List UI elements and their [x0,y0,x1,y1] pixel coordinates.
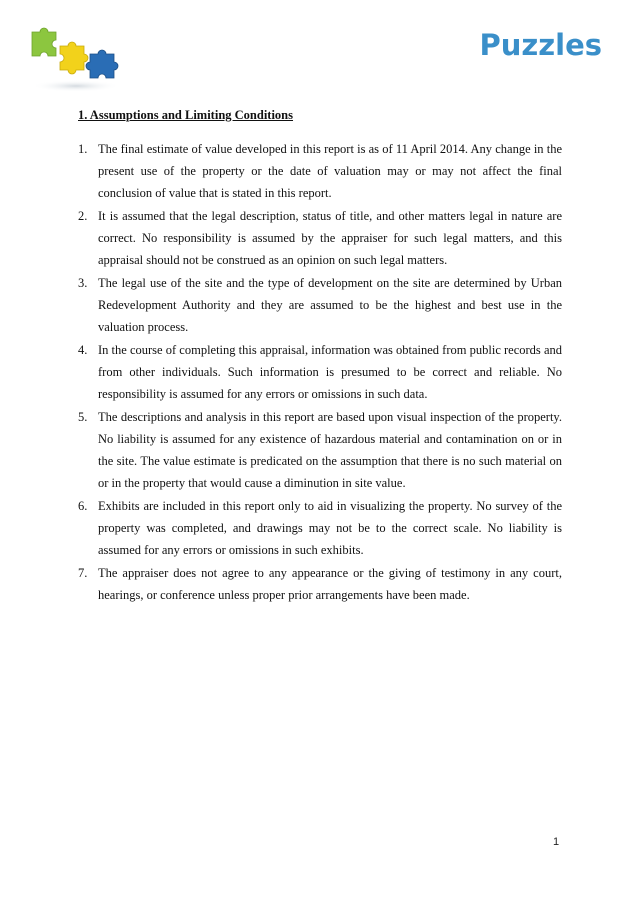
puzzle-pieces-icon [26,22,126,94]
item-text: Exhibits are included in this report only to aid in visualizing the property. No survey of the property was completed, and drawings may not be to the correct scale. No liability is assumed for any errors or omissions in such exhibits. [98,499,562,557]
item-number: 4. [78,343,88,357]
yellow-piece-icon [60,42,88,74]
list-item [78,205,562,271]
item-number: 3. [78,276,88,290]
list-item [78,406,562,494]
list-item [78,562,562,606]
document-body [78,106,562,607]
green-piece-icon [32,28,56,56]
page-number: 1 [553,836,560,848]
item-text: The appraiser does not agree to any appearance or the giving of testimony in any court, hearings, or conference unless proper prior arrangements have been made. [98,566,562,602]
brand-title: Puzzles [479,28,602,62]
item-text: The descriptions and analysis in this report are based upon visual inspection of the property. No liability is assumed for any existence of hazardous material and contamination on or in the site. The value estimate is predicated on the assumption that there is no such material on or in the property that would cause a diminution in site value. [98,410,562,490]
conditions-list [78,138,562,606]
item-number: 6. [78,499,88,513]
item-text: The final estimate of value developed in this report is as of 11 April 2014. Any change in the present use of the property or the date of valuation may or may not affect the final conclusion of value that is stated in this report. [98,142,562,200]
list-item [78,272,562,338]
section-title: 1. Assumptions and Limiting Conditions [78,108,294,122]
item-text: It is assumed that the legal description, status of title, and other matters legal in nature are correct. No responsibility is assumed by the appraiser for such legal matters, and this appraisal should not be construed as an opinion on such legal matters. [98,209,562,267]
list-item [78,339,562,405]
list-item [78,138,562,204]
item-number: 2. [78,209,88,223]
list-item [78,495,562,561]
blue-piece-icon [86,50,118,78]
item-number: 7. [78,566,88,580]
item-text: In the course of completing this appraisal, information was obtained from public records and from other individuals. Such information is presumed to be correct and reliable. No responsibility is assumed for any errors or omissions in such data. [98,343,562,401]
item-number: 1. [78,142,88,156]
item-text: The legal use of the site and the type of development on the site are determined by Urban Redevelopment Authority and they are assumed to be the highest and best use in the valuation process. [98,276,562,334]
item-number: 5. [78,410,88,424]
